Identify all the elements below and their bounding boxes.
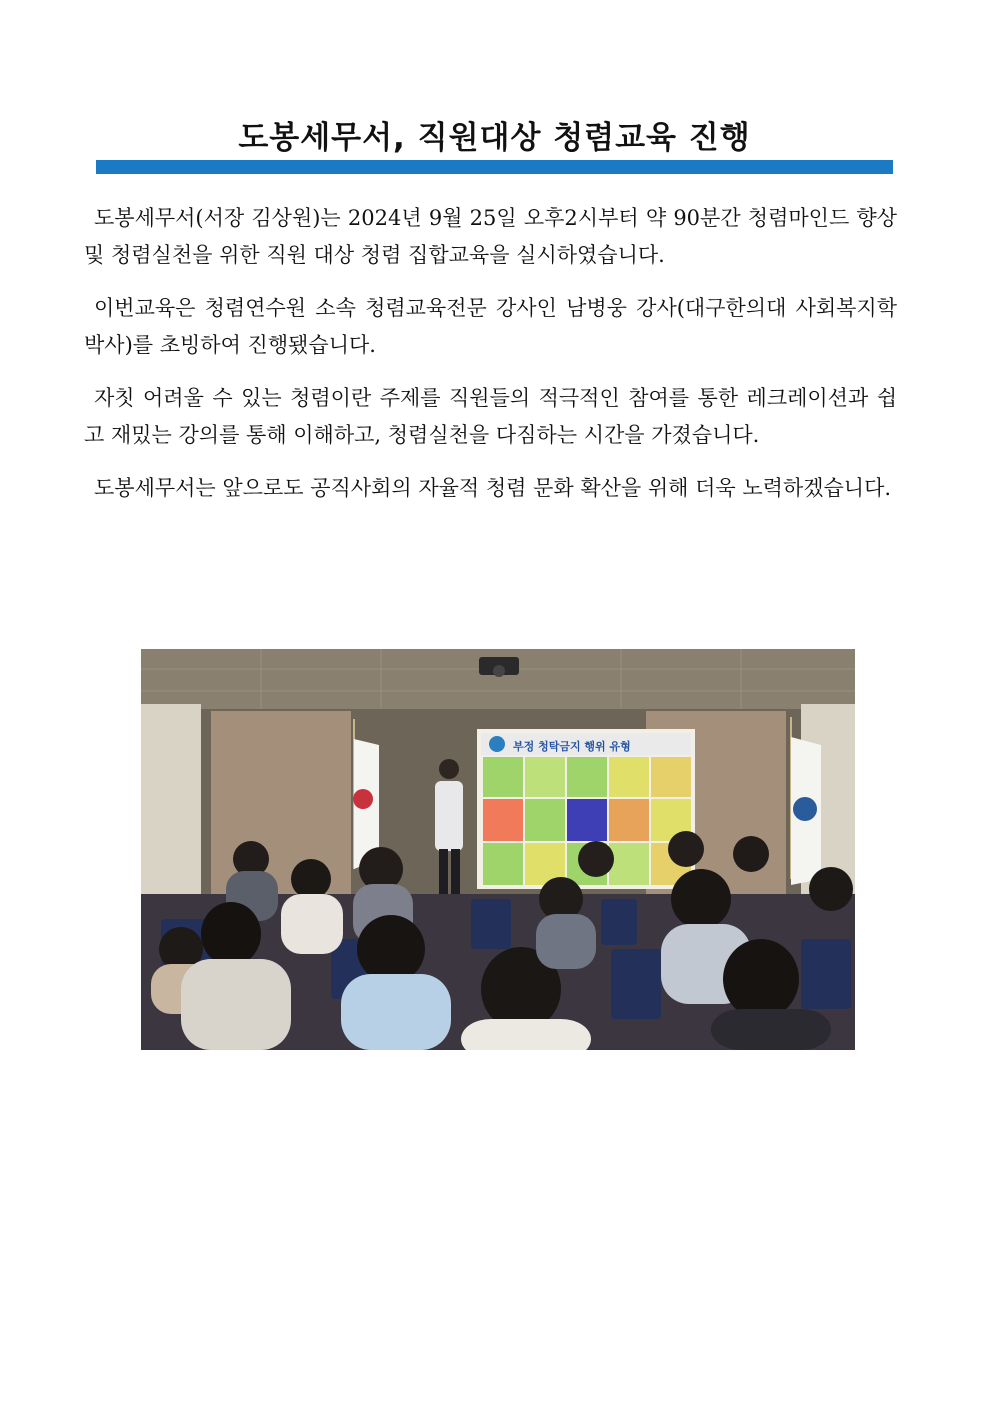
paragraph-4: 도봉세무서는 앞으로도 공직사회의 자율적 청렴 문화 확산을 위해 더욱 노력하겠습니다. <box>94 476 892 500</box>
screen-slide-title: 부정 청탁금지 행위 유형 <box>513 740 631 753</box>
article-body <box>84 200 897 523</box>
paragraph-3: 자칫 어려울 수 있는 청렴이란 주제를 직원들의 적극적인 참여를 통한 레크레이션과 쉽고 재밌는 강의를 통해 이해하고, 청렴실천을 다짐하는 시간을 가졌습니다. <box>84 386 897 447</box>
paragraph-2: 이번교육은 청렴연수원 소속 청렴교육전문 강사인 남병웅 강사(대구한의대 사회복지학 박사)를 초빙하여 진행됐습니다. <box>84 296 897 357</box>
lecture-photo <box>141 649 855 1050</box>
page-title: 도봉세무서, 직원대상 청렴교육 진행 <box>238 120 751 156</box>
title-underline-bar <box>96 160 893 174</box>
paragraph-1: 도봉세무서(서장 김상원)는 2024년 9월 25일 오후2시부터 약 90분간 청렴마인드 향상 및 청렴실천을 위한 직원 대상 청렴 집합교육을 실시하였습니다. <box>84 206 897 267</box>
